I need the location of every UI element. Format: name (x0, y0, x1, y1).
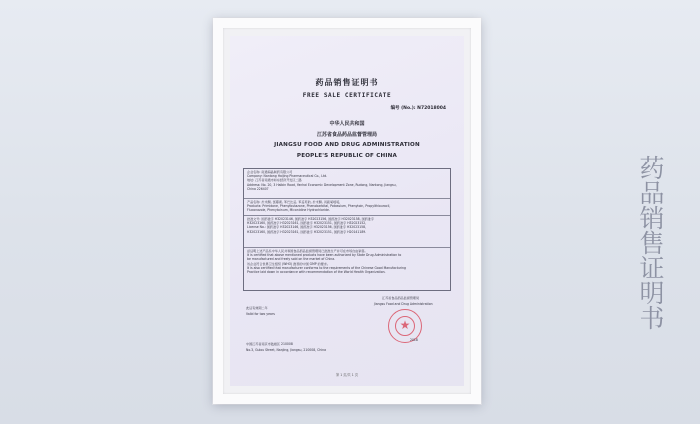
bureau-name-cn: 江苏省食品药品监督管理局 (316, 132, 377, 138)
statement-line: 该企业符合世界卫生组织 (WHO) 推荐的中国 GMP 的要求。 (247, 261, 330, 266)
products-row (244, 199, 450, 216)
statement-line: It is also certified that manufacturer conforms to the requirements of the Chinese Good Manufacturing (247, 265, 406, 270)
certificate-frame (213, 18, 481, 404)
issue-date: 2018 (410, 338, 418, 342)
certificate-title-cn: 药品销售证明书 (315, 78, 379, 87)
license-line: H32023160, 国药准字 H32023161, 国药准字 H32023151, 国药准字 H32023152, (247, 221, 367, 226)
certificate-document (230, 36, 464, 386)
certificate-number: 编号 (No.): N72018004 (390, 106, 446, 111)
license-line: H32023160, 国药准字 H32023161, 国药准字 H32023151, 国药准字 H20141189. (247, 229, 367, 234)
address-cn: 中国江苏省南京市鼓楼区 210008 (246, 342, 293, 346)
license-row (244, 216, 450, 248)
validity-en: Valid for two years (246, 312, 275, 316)
statement-line: Practice laid down in accordance with recommendation of the World Health Organization. (247, 270, 386, 275)
statement-row (244, 248, 450, 288)
products-line: Products: Primidone, Phenylbutazone, Phenobarbital, Potassium, Phenytoin, Propylthiouracil, (247, 204, 391, 209)
seal-star-icon: ★ (399, 318, 411, 332)
validity-cn: 此证有效期二年 (246, 306, 268, 310)
issuer-name-en: Jiangsu Food and Drug Administration (374, 302, 433, 306)
page-footer: 第 1 页/共 1 页 (336, 373, 358, 377)
side-title: 药品销售证明书 (636, 155, 665, 330)
statement-line: be manufactured and freely sold on the market of China. (247, 257, 336, 262)
country-name-cn: 中华人民共和国 (329, 121, 365, 127)
license-line: 批准文号: 国药准字 H32023146, 国药准字 H32023156, 国药准字 H32023158, 国药准字 (247, 217, 374, 221)
certificate-details-table (243, 168, 451, 291)
bureau-name-en: JIANGSU FOOD AND DRUG ADMINISTRATION (274, 142, 420, 148)
country-name-en: PEOPLE'S REPUBLIC OF CHINA (296, 153, 398, 159)
statement-line: It is certified that above mentioned products have been authorized by State Drug Administration to (247, 253, 402, 258)
company-line: 企业名称: 南通海晶制药有限公司 (247, 170, 293, 174)
issuer-name-cn: 江苏省食品药品监督管理局 (382, 296, 420, 300)
products-line: 产品名称: 扑米酮, 氯霉素, 苯巴比妥, 苯妥英钠, 扑米酮, 丙硫氧嘧啶, (247, 200, 341, 204)
company-row (244, 169, 450, 199)
statement-line: 兹证明上述产品系中华人民共和国食品药品监督管理局已批准生产并可在市场自由销售。 (247, 249, 368, 253)
products-line: Fluconazole, Phenytoinum, Miconidine Hydrochloride. (247, 208, 330, 213)
certificate-title-en: FREE SALE CERTIFICATE (302, 92, 392, 99)
address-line: China 226407 (247, 186, 269, 191)
address-line: 地址: 江苏省南通市如东经济开发区二路 (247, 178, 302, 183)
address-en: No.3, Gulou Street, Nanjing, Jiangsu, 210008, China (246, 348, 327, 352)
company-line: Company: Nantong Haijing Pharmaceutical Co., Ltd. (247, 174, 328, 179)
frame-mat (223, 28, 471, 394)
address-line: Address: No. 20, 3 Haibin Road, Yanhai Economic Development Zone, Rudong, Nantong, Jiangsu, (247, 182, 397, 187)
license-line: License No.: 国药准字 H32023146, 国药准字 H32023156, 国药准字 H32023158, (247, 225, 367, 230)
